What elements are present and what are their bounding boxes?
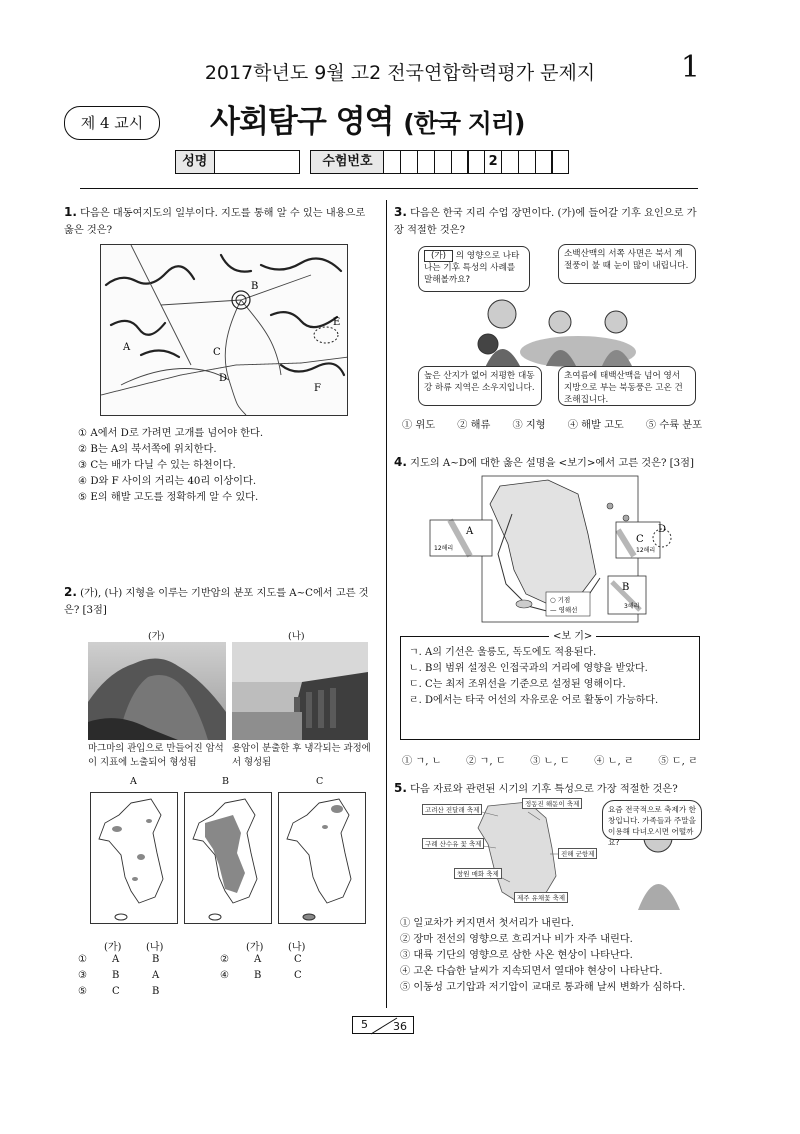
option[interactable]: ① ㄱ, ㄴ (402, 756, 442, 767)
option[interactable]: ③ C는 배가 다닐 수 있는 하천이다. (78, 460, 236, 471)
q3-bubble-student-3: 초여름에 태백산맥을 넘어 영서 지방으로 부는 북동풍은 고온 건조해집니다. (558, 366, 696, 406)
column-divider (386, 200, 387, 1008)
exam-no-digit: 2 (484, 150, 502, 174)
q3-text: 3. 다음은 한국 지리 수업 장면이다. (가)에 들어갈 기후 요인으로 가장 적절한 것은? (394, 205, 697, 236)
subject-title (210, 96, 524, 141)
answer-na: A (152, 970, 160, 981)
subject-sub: (한국 지리) (403, 109, 525, 138)
option[interactable]: ① 위도 (402, 420, 436, 431)
bogi-item: ㄴ. B의 범위 설정은 인접국과의 거리에 영향을 받았다. (409, 663, 648, 674)
exam-no-cell[interactable] (400, 150, 418, 174)
answer-header: (가) (246, 942, 264, 953)
page-number: 1 (680, 50, 700, 85)
q4-label-d: D (658, 524, 667, 535)
option[interactable]: ① 일교차가 커지면서 첫서리가 내린다. (400, 918, 574, 929)
exam-no-cell[interactable] (417, 150, 435, 174)
option[interactable]: ① A에서 D로 가려면 고개를 넘어야 한다. (78, 428, 264, 439)
answer-na: C (294, 954, 302, 965)
q2-map-label-c: C (316, 776, 324, 787)
bogi-item: ㄷ. C는 최저 조위선을 기준으로 설정된 영해이다. (409, 679, 626, 690)
option[interactable]: ② ㄱ, ㄷ (466, 756, 506, 767)
q2-caption-ga: 마그마의 관입으로 만들어진 암석이 지표에 노출되어 형성됨 (88, 743, 224, 768)
option[interactable]: ④ ㄴ, ㄹ (594, 756, 634, 767)
option[interactable]: ⑤ 이동성 고기압과 저기압이 교대로 통과해 날씨 변화가 심하다. (400, 982, 686, 993)
name-field[interactable] (214, 150, 300, 174)
festival-label: 제주 유채꽃 축제 (514, 892, 568, 903)
page-total: 36 (393, 1020, 407, 1033)
q2-caption-na: 용암이 분출한 후 냉각되는 과정에서 형성됨 (232, 743, 371, 768)
option[interactable]: ⑤ ㄷ, ㄹ (658, 756, 698, 767)
q4-territorial-map (428, 474, 690, 624)
name-label: 성명 (175, 150, 215, 174)
festival-label: 진해 군항제 (558, 848, 597, 859)
option[interactable]: ⑤ 수륙 분포 (645, 420, 702, 431)
exam-no-cell[interactable] (451, 150, 469, 174)
answer-ga: B (112, 970, 120, 981)
option[interactable]: ⑤ E의 해발 고도를 정확하게 알 수 있다. (78, 492, 259, 503)
answer-no[interactable]: ⑤ (78, 986, 87, 997)
festival-label: 고려산 진달래 축제 (422, 804, 482, 815)
q2-answer-grid (78, 938, 378, 1002)
q4-options (402, 754, 698, 770)
q2-photo-label-ga: (가) (148, 631, 165, 642)
q5-speech-bubble: 요즘 전국적으로 축제가 한창입니다. 가족들과 주말을 이용해 다녀오시면 어떨까요? (602, 800, 702, 840)
answer-ga: A (254, 954, 262, 965)
q5-festival-figure (418, 798, 702, 910)
q5-text: 5. 다음 자료와 관련된 시기의 기후 특성으로 가장 적절한 것은? (394, 781, 678, 795)
option[interactable]: ③ 지형 (512, 420, 546, 431)
q4-legend-basepoint: ○ 기점 (550, 596, 571, 604)
answer-na: B (152, 986, 160, 997)
option[interactable]: ③ 대륙 기단의 영향으로 삼한 사온 현상이 나타난다. (400, 950, 633, 961)
subject-name: 사회탐구 영역 (210, 104, 394, 140)
q2-map-label-a: A (130, 776, 137, 787)
q1-map-label-c: C (213, 347, 221, 358)
period-badge: 제 4 교시 (64, 106, 160, 140)
exam-no-cell[interactable] (434, 150, 452, 174)
festival-label: 창원 매화 축제 (454, 868, 502, 879)
q3-bubble-teacher: (가) 의 영향으로 나타나는 기후 특성의 사례를 말해볼까요? (418, 246, 530, 292)
q1-map-label-b: B (251, 281, 259, 292)
q4-inset-b-label: 3해리 (624, 603, 640, 610)
answer-ga: C (112, 986, 120, 997)
q1-map-label-e: E (333, 317, 341, 328)
q5-options (400, 916, 685, 996)
q3-bubble-student-1: 소백산맥의 서쪽 사면은 북서 계절풍이 불 때 눈이 많이 내립니다. (558, 244, 696, 284)
answer-no[interactable]: ② (220, 954, 229, 965)
answer-no[interactable]: ④ (220, 970, 229, 981)
answer-header: (나) (146, 942, 164, 953)
exam-no-cell[interactable] (518, 150, 536, 174)
answer-header: (나) (288, 942, 306, 953)
exam-no-cell[interactable] (501, 150, 519, 174)
festival-label: 정동진 해돋이 축제 (522, 798, 582, 809)
q2-text: 2. (가), (나) 지형을 이루는 기반암의 분포 지도를 A~C에서 고른 것은? [3점] (64, 585, 369, 616)
option[interactable]: ② 장마 전선의 영향으로 흐리거나 비가 자주 내린다. (400, 934, 633, 945)
page-counter (352, 1016, 414, 1034)
answer-header: (가) (104, 942, 122, 953)
exam-no-label: 수험번호 (310, 150, 384, 174)
q4-label-b: B (622, 582, 630, 593)
q1-text: 1. 다음은 대동여지도의 일부이다. 지도를 통해 알 수 있는 내용으로 옳은 것은? (64, 205, 366, 236)
q1-map-label-f: F (314, 383, 321, 394)
exam-no-cell[interactable] (383, 150, 401, 174)
id-row (176, 150, 569, 174)
q1-map-label-a: A (123, 342, 131, 353)
answer-ga: B (254, 970, 262, 981)
q4-inset-a-label: 12해리 (434, 545, 454, 552)
q2-map-c (278, 792, 366, 924)
festival-label: 구례 산수유 꽃 축제 (422, 838, 484, 849)
option[interactable]: ③ ㄴ, ㄷ (530, 756, 570, 767)
q2-photo-ga (88, 642, 226, 740)
q4-label-a: A (466, 526, 474, 537)
q2-map-a (90, 792, 178, 924)
page-current: 5 (361, 1018, 368, 1031)
exam-no-cell[interactable] (535, 150, 553, 174)
q4-legend-territorial-line: — 영해선 (550, 606, 578, 614)
option[interactable]: ② B는 A의 북서쪽에 위치한다. (78, 444, 217, 455)
answer-ga: A (112, 954, 120, 965)
q3-classroom-figure (418, 240, 702, 412)
q3-bubble-student-2: 높은 산지가 없어 저평한 대동강 하류 지역은 소우지입니다. (418, 366, 542, 406)
q4-inset-c-label: 12해리 (636, 547, 656, 554)
q1-map-label-d: D (219, 373, 228, 384)
q1-old-map (100, 244, 348, 416)
answer-na: C (294, 970, 302, 981)
answer-no[interactable]: ① (78, 954, 87, 965)
header-rule (80, 188, 698, 189)
bogi-item: ㄹ. D에서는 타국 어선의 자유로운 어로 활동이 가능하다. (409, 695, 659, 706)
q1-options (78, 426, 263, 506)
q2-map-b (184, 792, 272, 924)
answer-no[interactable]: ③ (78, 970, 87, 981)
exam-no-cell[interactable] (551, 150, 569, 174)
option[interactable]: ④ 해발 고도 (567, 420, 624, 431)
exam-title: 2017학년도 9월 고2 전국연합학력평가 문제지 (204, 62, 596, 84)
option[interactable]: ④ 고온 다습한 날씨가 지속되면서 열대야 현상이 나타난다. (400, 966, 663, 977)
option[interactable]: ② 해류 (457, 420, 491, 431)
q4-bogi-title: <보 기> (549, 629, 596, 645)
q4-label-c: C (636, 534, 644, 545)
bogi-item: ㄱ. A의 기선은 울릉도, 독도에도 적용된다. (409, 647, 597, 658)
exam-no-cell[interactable] (467, 150, 485, 174)
answer-na: B (152, 954, 160, 965)
q2-map-label-b: B (222, 776, 229, 787)
q2-photo-na (232, 642, 368, 740)
q3-options (402, 418, 702, 434)
q4-text: 4. 지도의 A~D에 대한 옳은 설명을 <보기>에서 고른 것은? [3점] (394, 455, 694, 469)
q2-photo-label-na: (나) (288, 631, 305, 642)
q4-bogi-box (400, 631, 700, 740)
option[interactable]: ④ D와 F 사이의 거리는 40리 이상이다. (78, 476, 257, 487)
